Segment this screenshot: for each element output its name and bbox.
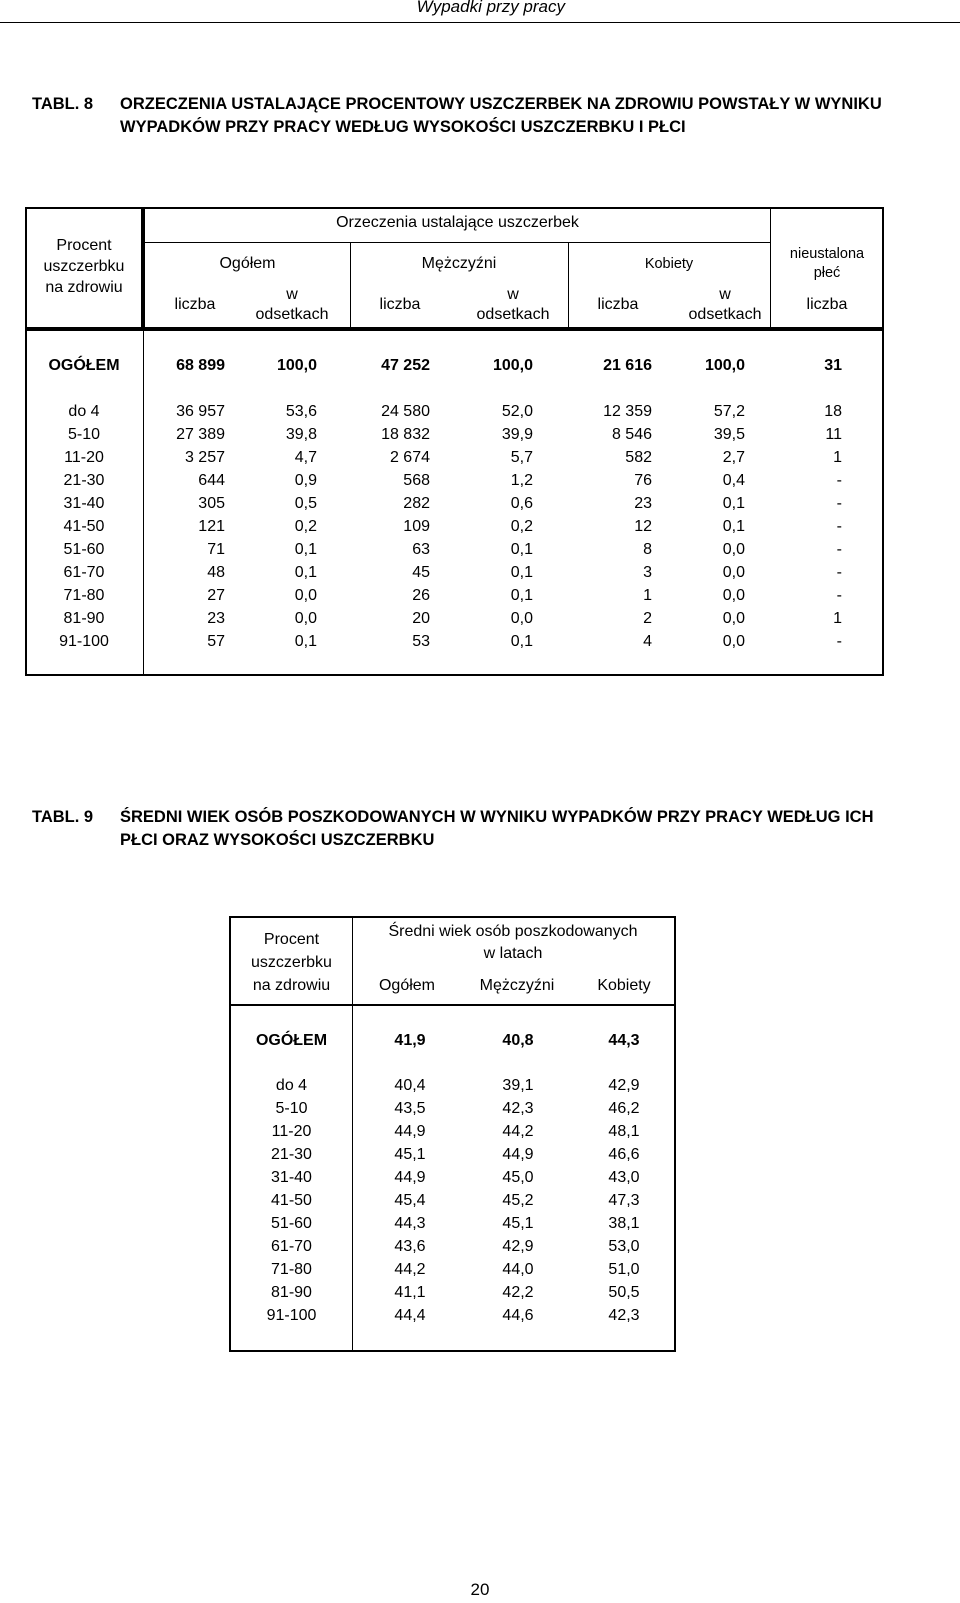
col-mezczyzni: Mężczyźni xyxy=(479,977,555,994)
sub-liczba: liczba xyxy=(174,296,216,313)
table8-column-header xyxy=(143,207,884,329)
table8-cell-total-count: 71 xyxy=(207,541,225,558)
table9-cell-avg-women: 53,0 xyxy=(608,1238,640,1255)
table8-cell-men-pct: 100,0 xyxy=(492,357,533,374)
table8-cell-unspecified-count: 31 xyxy=(824,357,842,374)
table8-cell-women-count: 21 616 xyxy=(603,357,652,374)
table9-cell-range: 51-60 xyxy=(271,1215,312,1232)
table8-cell-women-pct: 0,1 xyxy=(722,495,745,512)
table8-cell-men-pct: 0,1 xyxy=(510,541,533,558)
table8-cell-range: 81-90 xyxy=(63,610,105,627)
sub-liczba: liczba xyxy=(597,296,639,313)
table8-cell-unspecified-count: - xyxy=(836,495,842,512)
table8-cell-women-pct: 0,0 xyxy=(722,541,745,558)
table9-cell-avg-total: 40,4 xyxy=(394,1077,426,1094)
table8-cell-women-count: 3 xyxy=(643,564,652,581)
table8-cell-men-count: 45 xyxy=(412,564,430,581)
table9-caption xyxy=(32,806,932,854)
table8-cell-men-pct: 0,6 xyxy=(510,495,533,512)
table8-cell-women-count: 4 xyxy=(643,633,652,650)
table8-cell-unspecified-count: 1 xyxy=(833,449,842,466)
table8-cell-women-pct: 39,5 xyxy=(713,426,745,443)
table9-cell-range: 71-80 xyxy=(271,1261,312,1278)
table8-cell-women-count: 76 xyxy=(634,472,652,489)
table9-cell-avg-women: 50,5 xyxy=(608,1284,640,1301)
table9-cell-avg-total: 45,4 xyxy=(394,1192,426,1209)
table8-title: ORZECZENIA USTALAJĄCE PROCENTOWY USZCZERBEK NA ZDROWIU POWSTAŁY W WYNIKU WYPADKÓW PRZY PRACY WEDŁUG WYSOKOŚCI USZCZERBKU I PŁCI xyxy=(120,95,882,136)
table9-cell-avg-men: 42,2 xyxy=(502,1284,534,1301)
table8-cell-total-pct: 0,2 xyxy=(294,518,317,535)
table9-cell-avg-women: 47,3 xyxy=(608,1192,640,1209)
table8-cell-women-count: 8 xyxy=(643,541,652,558)
table9-cell-avg-men: 45,0 xyxy=(502,1169,534,1186)
sub-liczba: liczba xyxy=(379,296,421,313)
table8-cell-total-count: 3 257 xyxy=(184,449,225,466)
table8-cell-women-pct: 0,4 xyxy=(722,472,745,489)
table9-cell-range: OGÓŁEM xyxy=(255,1032,328,1049)
table8-cell-women-pct: 0,1 xyxy=(722,518,745,535)
table8-cell-total-pct: 100,0 xyxy=(276,357,317,374)
table8-cell-total-count: 27 xyxy=(207,587,225,604)
table8-cell-unspecified-count: 1 xyxy=(833,610,842,627)
table8-cell-unspecified-count: - xyxy=(836,633,842,650)
table8-cell-men-pct: 39,9 xyxy=(501,426,533,443)
unspecified-head-1: nieustalona xyxy=(789,246,865,262)
table8-cell-men-pct: 0,1 xyxy=(510,587,533,604)
table9-cell-range: 21-30 xyxy=(271,1146,312,1163)
table8-cell-unspecified-count: 18 xyxy=(824,403,842,420)
table8-cell-men-count: 47 252 xyxy=(381,357,430,374)
table8-cell-range: OGÓŁEM xyxy=(48,357,120,374)
table9-cell-avg-total: 41,1 xyxy=(394,1284,426,1301)
table8-cell-total-count: 644 xyxy=(198,472,225,489)
divider xyxy=(352,1006,353,1350)
table8-cell-total-pct: 0,0 xyxy=(294,587,317,604)
table9-cell-avg-men: 44,9 xyxy=(502,1146,534,1163)
table8-cell-women-pct: 0,0 xyxy=(722,633,745,650)
table8-cell-women-pct: 2,7 xyxy=(722,449,745,466)
table8-cell-total-pct: 0,1 xyxy=(294,633,317,650)
running-title: Wypadki przy pracy xyxy=(416,0,565,16)
table9-stub-head xyxy=(231,928,352,997)
table9-cell-range: 91-100 xyxy=(266,1307,317,1324)
table8-cell-unspecified-count: - xyxy=(836,587,842,604)
table9-cell-range: 31-40 xyxy=(271,1169,312,1186)
table8-cell-women-pct: 57,2 xyxy=(713,403,745,420)
table8-cell-total-count: 57 xyxy=(207,633,225,650)
table9-cell-avg-women: 44,3 xyxy=(608,1032,640,1049)
table8-cell-range: 41-50 xyxy=(63,518,105,535)
table8-cell-men-pct: 52,0 xyxy=(501,403,533,420)
table8-cell-women-count: 12 359 xyxy=(603,403,652,420)
unspecified-head-2: płeć xyxy=(813,265,841,281)
table9-cell-avg-total: 44,9 xyxy=(394,1123,426,1140)
table8-cell-women-pct: 0,0 xyxy=(722,564,745,581)
table8-cell-men-pct: 1,2 xyxy=(510,472,533,489)
col-kobiety: Kobiety xyxy=(597,977,651,994)
sub-odsetkach: odsetkach xyxy=(688,306,762,323)
stub-line-3: na zdrowiu xyxy=(252,977,331,994)
table9-cell-range: 81-90 xyxy=(271,1284,312,1301)
group-head: Orzeczenia ustalające uszczerbek xyxy=(336,214,579,231)
table9-cell-avg-women: 38,1 xyxy=(608,1215,640,1232)
table8-cell-range: 21-30 xyxy=(63,472,105,489)
col-group-kobiety: Kobiety xyxy=(644,256,694,272)
group-head-1: Średni wiek osób poszkodowanych xyxy=(388,923,638,940)
stub-line-2: uszczerbku xyxy=(43,258,125,275)
table9-cell-avg-men: 42,3 xyxy=(502,1100,534,1117)
table9-cell-avg-men: 45,2 xyxy=(502,1192,534,1209)
table9-cell-range: 61-70 xyxy=(271,1238,312,1255)
table8-cell-total-count: 23 xyxy=(207,610,225,627)
table8-cell-total-count: 48 xyxy=(207,564,225,581)
table9-cell-avg-women: 42,3 xyxy=(608,1307,640,1324)
stub-line-1: Procent xyxy=(56,237,112,254)
table9-cell-range: 11-20 xyxy=(271,1123,312,1140)
table9-cell-avg-total: 44,4 xyxy=(394,1307,426,1324)
table8-cell-men-count: 24 580 xyxy=(381,403,430,420)
table8-number: TABL. 8 xyxy=(32,95,94,113)
table8-cell-total-count: 36 957 xyxy=(176,403,225,420)
table8-cell-women-count: 12 xyxy=(634,518,652,535)
table8-cell-range: 61-70 xyxy=(63,564,105,581)
table8-cell-women-pct: 0,0 xyxy=(722,587,745,604)
table9-cell-avg-women: 42,9 xyxy=(608,1077,640,1094)
divider xyxy=(143,331,144,674)
table9-cell-avg-men: 40,8 xyxy=(502,1032,534,1049)
table9-cell-avg-total: 43,5 xyxy=(394,1100,426,1117)
table9-cell-avg-total: 45,1 xyxy=(394,1146,426,1163)
table9-number: TABL. 9 xyxy=(32,808,94,826)
table8-cell-men-count: 109 xyxy=(403,518,430,535)
table9-cell-avg-men: 44,2 xyxy=(502,1123,534,1140)
table8-stub-header xyxy=(25,207,143,329)
table8-cell-total-pct: 53,6 xyxy=(285,403,317,420)
table9-cell-range: 5-10 xyxy=(275,1100,308,1117)
table8-cell-men-count: 2 674 xyxy=(389,449,430,466)
table8-cell-unspecified-count: - xyxy=(836,518,842,535)
stub-line-2: uszczerbku xyxy=(251,954,332,971)
sub-odsetkach: odsetkach xyxy=(255,306,329,323)
table8-cell-men-pct: 0,0 xyxy=(510,610,533,627)
table9-cell-avg-total: 41,9 xyxy=(394,1032,426,1049)
table8-cell-men-count: 282 xyxy=(403,495,430,512)
page-number: 20 xyxy=(470,1580,490,1599)
table8-cell-men-count: 63 xyxy=(412,541,430,558)
table8-cell-range: do 4 xyxy=(68,403,100,420)
table9-cell-range: do 4 xyxy=(275,1077,308,1094)
table8-cell-men-count: 18 832 xyxy=(381,426,430,443)
table8-cell-range: 91-100 xyxy=(59,633,109,650)
table9-body xyxy=(229,1006,676,1352)
table8-cell-range: 11-20 xyxy=(64,449,104,466)
table8-cell-total-pct: 0,0 xyxy=(294,610,317,627)
table8-cell-men-pct: 0,1 xyxy=(510,633,533,650)
table8-cell-range: 31-40 xyxy=(63,495,105,512)
table8-cell-total-count: 68 899 xyxy=(176,357,225,374)
table9-cell-avg-men: 39,1 xyxy=(502,1077,534,1094)
table8-cell-women-count: 1 xyxy=(643,587,652,604)
table8-cell-total-pct: 0,5 xyxy=(294,495,317,512)
table8-cell-unspecified-count: - xyxy=(836,564,842,581)
table8-cell-total-count: 27 389 xyxy=(176,426,225,443)
group-head-2: w latach xyxy=(483,945,543,962)
table8-cell-men-count: 568 xyxy=(403,472,430,489)
table8-cell-women-count: 8 546 xyxy=(611,426,652,443)
table8-stub-head-text xyxy=(27,235,141,298)
table9-cell-avg-total: 44,3 xyxy=(394,1215,426,1232)
table8-cell-men-count: 20 xyxy=(412,610,430,627)
sub-w: w xyxy=(719,286,731,303)
col-ogolem: Ogółem xyxy=(378,977,436,994)
table8-cell-unspecified-count: - xyxy=(836,472,842,489)
divider xyxy=(568,242,569,327)
table9-cell-avg-women: 43,0 xyxy=(608,1169,640,1186)
running-header xyxy=(0,0,960,23)
table9-title: ŚREDNI WIEK OSÓB POSZKODOWANYCH W WYNIKU WYPADKÓW PRZY PRACY WEDŁUG ICH PŁCI ORAZ WYSOKOŚCI USZCZERBKU xyxy=(120,808,874,849)
table8-cell-unspecified-count: 11 xyxy=(825,426,842,443)
table9-cell-avg-total: 44,9 xyxy=(394,1169,426,1186)
table8-cell-women-count: 2 xyxy=(643,610,652,627)
table9-cell-avg-men: 44,6 xyxy=(502,1307,534,1324)
table8-cell-women-count: 582 xyxy=(625,449,652,466)
table8-cell-men-pct: 0,2 xyxy=(510,518,533,535)
table8-cell-total-pct: 4,7 xyxy=(294,449,317,466)
table9-cell-avg-total: 44,2 xyxy=(394,1261,426,1278)
table8-cell-total-pct: 0,9 xyxy=(294,472,317,489)
table8-cell-men-count: 53 xyxy=(412,633,430,650)
table9-cell-avg-men: 45,1 xyxy=(502,1215,534,1232)
table9-cell-avg-women: 51,0 xyxy=(608,1261,640,1278)
sub-w: w xyxy=(286,286,298,303)
table9-cell-range: 41-50 xyxy=(271,1192,312,1209)
stub-line-1: Procent xyxy=(263,931,320,948)
table8-cell-range: 51-60 xyxy=(63,541,105,558)
table9-cell-avg-women: 48,1 xyxy=(608,1123,640,1140)
table9-cell-avg-total: 43,6 xyxy=(394,1238,426,1255)
sub-odsetkach: odsetkach xyxy=(476,306,550,323)
table8-caption xyxy=(32,93,932,165)
table9-cell-avg-men: 42,9 xyxy=(502,1238,534,1255)
table8-cell-range: 71-80 xyxy=(63,587,105,604)
table8-cell-total-pct: 0,1 xyxy=(294,541,317,558)
table8-body xyxy=(25,329,884,676)
divider xyxy=(145,242,770,243)
sub-w: w xyxy=(507,286,519,303)
col-group-mezczyzni: Mężczyźni xyxy=(421,255,497,272)
table8-cell-men-pct: 5,7 xyxy=(510,449,533,466)
stub-line-3: na zdrowiu xyxy=(45,279,123,296)
table8-cell-total-count: 305 xyxy=(198,495,225,512)
table9-cell-avg-men: 44,0 xyxy=(502,1261,534,1278)
table8-cell-women-pct: 0,0 xyxy=(722,610,745,627)
table9-cell-avg-women: 46,2 xyxy=(608,1100,640,1117)
sub-liczba: liczba xyxy=(806,296,848,313)
col-group-ogolem: Ogółem xyxy=(219,255,276,272)
table9-header xyxy=(229,916,676,1006)
table8-cell-men-pct: 0,1 xyxy=(510,564,533,581)
table8-cell-range: 5-10 xyxy=(67,426,101,443)
table8-cell-women-pct: 100,0 xyxy=(704,357,745,374)
table9-cell-avg-women: 46,6 xyxy=(608,1146,640,1163)
table8-cell-total-pct: 0,1 xyxy=(294,564,317,581)
table8-cell-total-pct: 39,8 xyxy=(285,426,317,443)
table8-cell-men-count: 26 xyxy=(412,587,430,604)
table8-cell-unspecified-count: - xyxy=(836,541,842,558)
table8-cell-total-count: 121 xyxy=(198,518,225,535)
table8-cell-women-count: 23 xyxy=(634,495,652,512)
